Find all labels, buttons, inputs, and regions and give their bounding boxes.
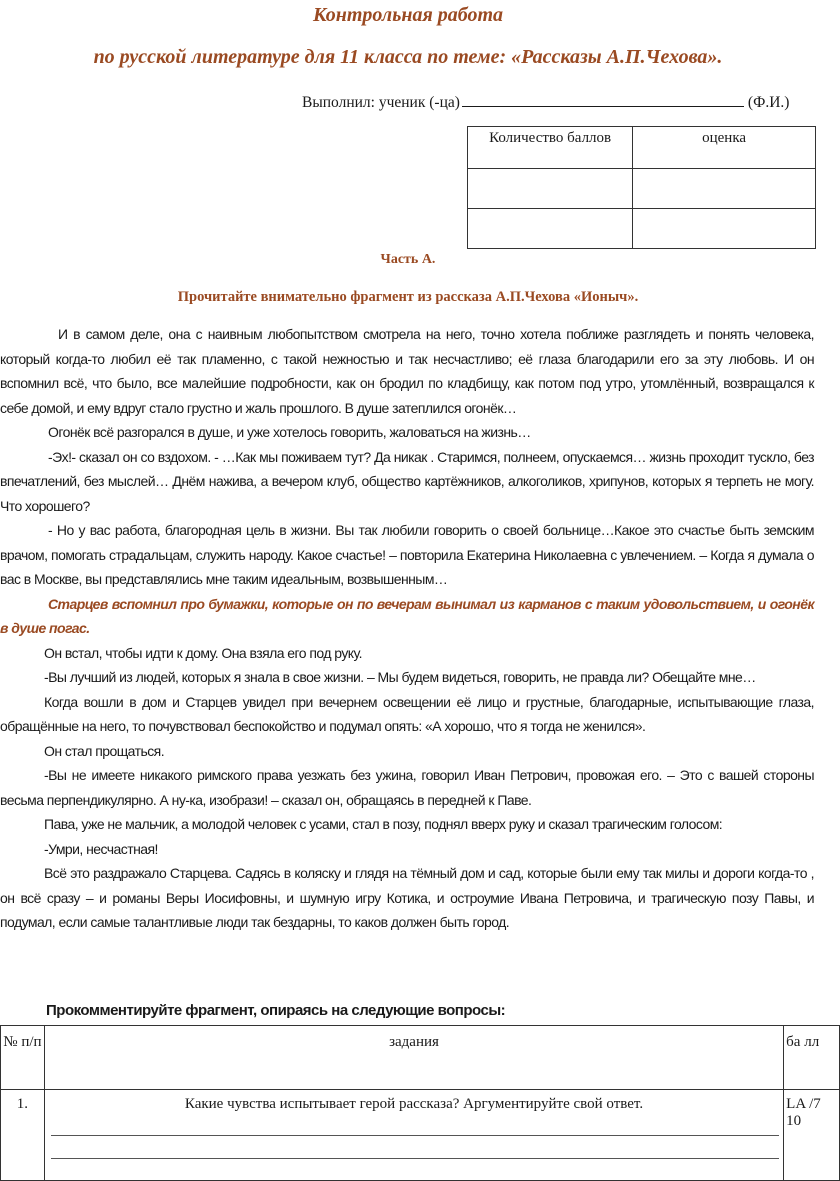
task-table-task-header: задания bbox=[44, 1026, 783, 1090]
student-prefix: Выполнил: ученик (-ца) bbox=[302, 94, 460, 111]
task-heading: Прокомментируйте фрагмент, опираясь на следующие вопросы: bbox=[46, 1002, 506, 1019]
passage-paragraph: И в самом деле, она с наивным любопытством смотрела на него, точно хотела поближе разглядеть и понять человека, который когда-то любил её так пламенно, с такой нежностью и так несчастливо; её глаза благодарили его за эту любовь. И он вспомнил всё, что было, все малейшие подробности, как он бродил по кладбищу, как потом под утро, утомлённый, возвращался к себе домой, и ему вдруг стало грустно и жаль прошлого. В душе затеплился огонёк… bbox=[0, 326, 814, 416]
task-table-num-header: № п/п bbox=[1, 1026, 45, 1090]
answer-line[interactable] bbox=[51, 1113, 779, 1136]
passage-paragraph: -Вы лучший из людей, которых я знала в свое жизни. – Мы будем видеться, говорить, не правда ли? Обещайте мне… bbox=[44, 669, 756, 685]
passage-paragraph: Всё это раздражало Старцева. Садясь в коляску и глядя на тёмный дом и сад, которые были ему так милы и дороги когда-то , он всё сразу – и романы Веры Иосифовны, и шумную игру Котика, и остроумие Ивана Петровича, и трагическую позу Павы, и подумал, если самые талантливые люди так бездарны, то каков должен быть город. bbox=[0, 865, 814, 930]
task-table-wrapper bbox=[0, 1025, 821, 1177]
score-table bbox=[467, 126, 816, 249]
student-suffix: (Ф.И.) bbox=[747, 94, 790, 111]
score-points-header: Количество баллов bbox=[468, 127, 633, 169]
story-passage bbox=[0, 322, 814, 935]
passage-paragraph: Когда вошли в дом и Старцев увидел при вечернем освещении её лицо и грустные, благодарные, испытывающие глаза, обращённые на него, то почувствовал беспокойство и подумал опять: «А хорошо, что я тогда не женился». bbox=[0, 693, 814, 734]
document-title: Контрольная работа bbox=[312, 4, 504, 26]
passage-paragraph: -Эх!- сказал он со вздохом. - …Как мы поживаем тут? Да никак . Старимся, полнеем, опускаемся… жизнь проходит тускло, без впечатлений, без мыслей… Днём нажива, а вечером клуб, общество картёжников, алкоголиков, хрипунов, которых я терпеть не могу. Что хорошего? bbox=[0, 448, 814, 514]
task-table-points-header: ба лл bbox=[784, 1026, 840, 1090]
reading-instruction: Прочитайте внимательно фрагмент из рассказа А.П.Чехова «Ионыч». bbox=[177, 289, 639, 305]
passage-paragraph: -Вы не имеете никакого римского права уезжать без ужина, говорил Иван Петрович, провожая его. – Это с вашей стороны весьма перпендикулярно. А ну-ка, изобрази! – сказал он, обращаясь в передней к Паве. bbox=[0, 767, 814, 808]
answer-line[interactable] bbox=[51, 1136, 779, 1159]
passage-paragraph: Он встал, чтобы идти к дому. Она взяла его под руку. bbox=[44, 644, 362, 661]
student-name-blank[interactable] bbox=[462, 92, 744, 107]
task-row-number: 1. bbox=[1, 1090, 45, 1181]
score-points-cell[interactable] bbox=[468, 209, 633, 249]
task-row-content bbox=[44, 1090, 783, 1181]
passage-paragraph: - Но у вас работа, благородная цель в жизни. Вы так любили говорить о своей больнице…Какое это счастье быть земским врачом, помогать страдальцам, служить народу. Какое счастье! – повторила Екатерина Николаевна с увлечением. – Когда я думала о вас в Москве, вы представлялись мне таким идеальным, возвышенным… bbox=[0, 522, 814, 587]
passage-paragraph: Пава, уже не мальчик, а молодой человек с усами, стал в позу, поднял вверх руку и сказал трагическим голосом: bbox=[44, 816, 723, 832]
score-points-cell[interactable] bbox=[468, 169, 633, 209]
task-table bbox=[0, 1025, 840, 1181]
score-grade-header: оценка bbox=[633, 127, 816, 169]
passage-paragraph-emphasis: Старцев вспомнил про бумажки, которые он по вечерам вынимал из карманов с таким удовольствием, и огонёк в душе погас. bbox=[0, 595, 814, 636]
passage-paragraph: Он стал прощаться. bbox=[44, 742, 165, 759]
passage-paragraph: -Умри, несчастная! bbox=[44, 840, 158, 857]
task-question: Какие чувства испытывает герой рассказа? Аргументируйте свой ответ. bbox=[184, 1096, 644, 1112]
student-line bbox=[302, 92, 789, 112]
part-title: Часть А. bbox=[380, 252, 436, 267]
document-subtitle: по русской литературе для 11 класса по теме: «Рассказы А.П.Чехова». bbox=[93, 46, 723, 68]
task-row-points: LA /7 10 bbox=[784, 1090, 840, 1181]
score-grade-cell[interactable] bbox=[633, 209, 816, 249]
score-grade-cell[interactable] bbox=[633, 169, 816, 209]
passage-paragraph: Огонёк всё разгорался в душе, и уже хотелось говорить, жаловаться на жизнь… bbox=[48, 424, 531, 440]
